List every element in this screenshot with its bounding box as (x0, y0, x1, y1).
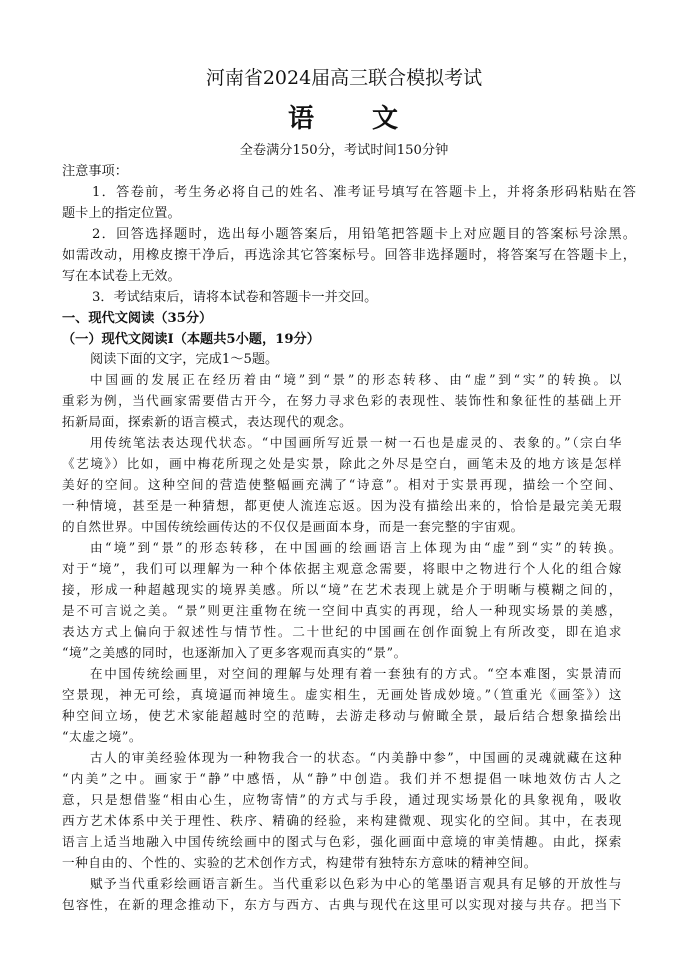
passage-line: 在中国传统绘画里，对空间的理解与处理有着一套独有的方式。“空本难图，实景清而 (90, 666, 622, 681)
passage-line: 西方艺术体系中关于理性、秩序、精确的经验，来构建微观、现实化的空间。其中，在表现 (62, 813, 622, 828)
passage-line: 中国画的发展正在经历着由“境”到“景”的形态转移、由“虚”到“实”的转换。以 (90, 372, 622, 387)
passage-line: 《艺境》）比如，画中梅花所现之处是实景，除此之外尽是空白，画笔未及的地方该是怎样 (62, 456, 622, 471)
passage-line: 美好的空间。这种空间的营造使整幅画充满了“诗意”。相对于实景再现，描绘一个空间、 (62, 477, 622, 492)
passage-line: 表达方式上偏向于叙述性与情节性。二十世纪的中国画在创作面貌上有所改变，即在追求 (62, 624, 622, 639)
passage-line: 的自然世界。中国传统绘画传达的不仅仅是画面本身，而是一套完整的宇宙观。 (62, 519, 524, 534)
passage-line: 种空间立场，使艺术家能超越时空的范畴，去游走移动与俯瞰全景，最后结合想象描绘出 (62, 708, 622, 723)
passage-line: “太虚之境”。 (62, 729, 143, 744)
passage-line: 由“境”到“景”的形态转移，在中国画的绘画语言上体现为由“虚”到“实”的转换。 (90, 540, 622, 555)
passage-line: 意，只是想借鉴“相由心生，应物寄情”的方式与手段，通过现实场景化的具象视角，吸收 (62, 792, 622, 807)
passage-line: 对于“境”，我们可以理解为一种个体依据主观意念需要，将眼中之物进行个人化的组合嫁 (62, 561, 622, 576)
passage-line: 包容性，在新的理念推动下，东方与西方、古典与现代在这里可以实现对接与共存。把当下 (62, 897, 622, 912)
passage-line: 古人的审美经验体现为一种物我合一的状态。“内美静中参”，中国画的灵魂就藏在这种 (90, 750, 622, 765)
notes-heading: 注意事项： (62, 164, 128, 179)
passage-line: 拓新局面，探索新的语言模式，表达现代的观念。 (62, 414, 353, 429)
exam-title: 河南省2024届高三联合模拟考试 (205, 67, 483, 89)
passage-line: 接，形成一种超越现实的境界美感。所以“境”在艺术表现上就是介于明晰与模糊之间的， (62, 582, 622, 597)
exam-info: 全卷满分150分，考试时间150分钟 (239, 143, 449, 158)
notes-line: 题卡上的指定位置。 (62, 206, 181, 221)
passage-line: 语言上适当地融入中国传统绘画中的图式与色彩，强化画面中意境的审美情趣。由此，探索 (62, 834, 622, 849)
notes-line: 如需改动，用橡皮擦干净后，再选涂其它答案标号。回答非选择题时，将答案写在答题卡上， (62, 248, 636, 263)
section-heading: 一、现代文阅读（35分） (62, 311, 213, 326)
section-sub-heading: （一）现代文阅读Ⅰ（本题共5小题，19分） (62, 332, 320, 347)
notes-line: 写在本试卷上无效。 (62, 269, 181, 284)
passage-line: 一种自由的、个性的、实验的艺术创作方式，构建带有独特东方意味的精神空间。 (62, 855, 537, 870)
passage-line: 是不可言说之美。“景”则更注重物在统一空间中真实的再现，给人一种现实场景的美感， (62, 603, 622, 618)
notes-line: 2．回答选择题时，选出每小题答案后，用铅笔把答题卡上对应题目的答案标号涂黑。 (92, 227, 636, 242)
notes-line: 3．考试结束后，请将本试卷和答题卡一并交回。 (92, 290, 378, 305)
passage-line: 用传统笔法表达现代状态。“中国画所写近景一树一石也是虚灵的、表象的。”（宗白华 (90, 435, 622, 450)
passage-line: 一种情境，甚至是一种猜想，都更使人流连忘返。因为没有描绘出来的，恰恰是最完美无瑕 (62, 498, 622, 513)
passage-line: 赋予当代重彩绘画语言新生。当代重彩以色彩为中心的笔墨语言观具有足够的开放性与 (90, 876, 622, 891)
passage-line: 空景现，神无可绘，真境逼而神境生。虚实相生，无画处皆成妙境。”（笪重光《画筌》）这 (62, 687, 622, 702)
notes-line: 1．答卷前，考生务必将自己的姓名、准考证号填写在答题卡上，并将条形码粘贴在答 (92, 185, 636, 200)
passage-line: “内美”之中。画家于“静”中感悟，从“静”中创造。我们并不想提倡一味地效仿古人之 (62, 771, 622, 786)
passage-line: 重彩为例，当代画家需要借古开今，在努力寻求色彩的表现性、装饰性和象征性的基础上开 (62, 393, 622, 408)
subject-title: 语 文 (287, 104, 400, 134)
reading-instruction: 阅读下面的文字，完成1～5题。 (90, 352, 279, 367)
passage-line: “境”之美感的同时，也逐渐加入了更多客观而真实的“景”。 (62, 645, 407, 660)
